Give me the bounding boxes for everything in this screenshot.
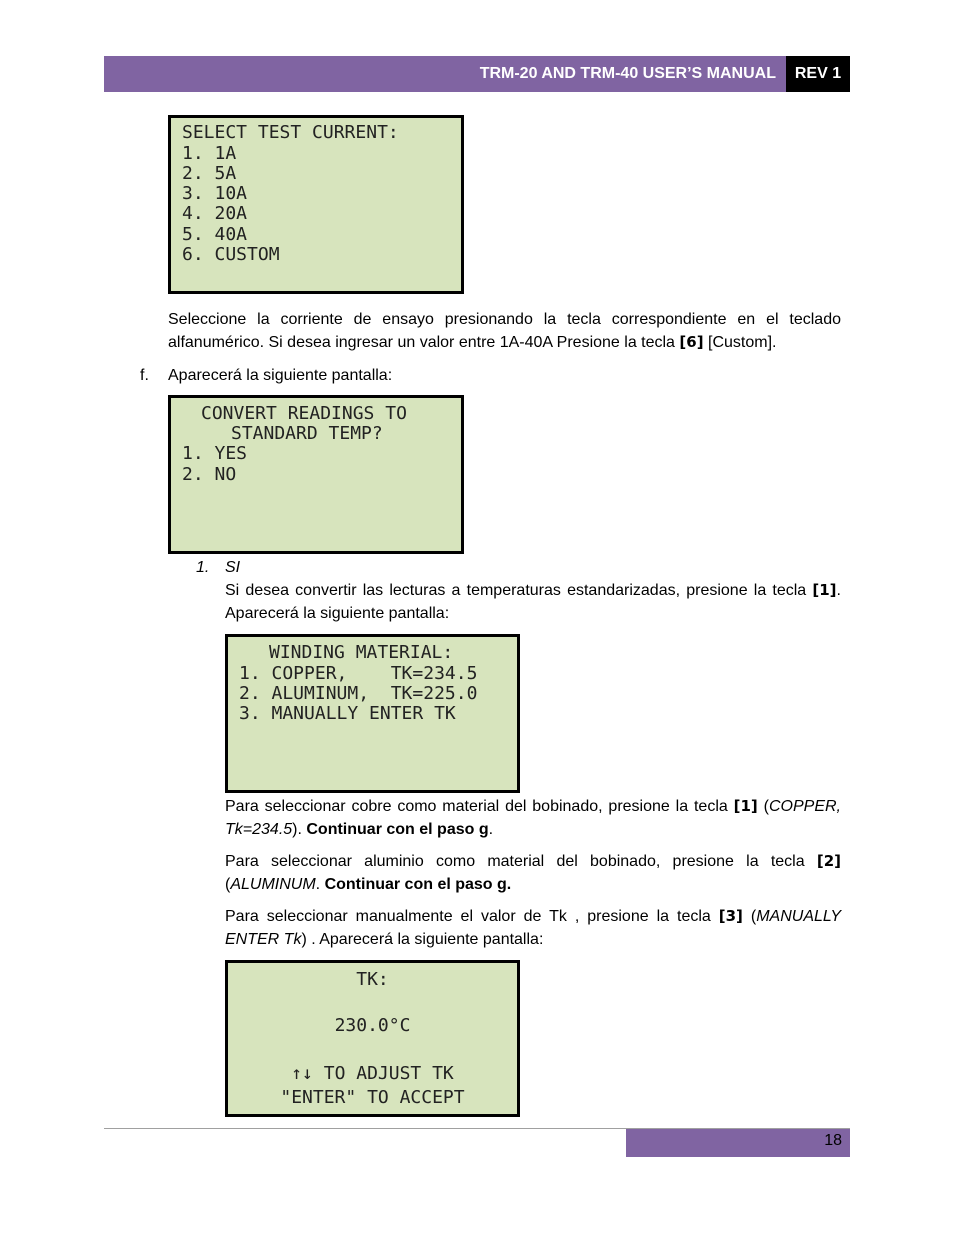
lcd-line: "ENTER" TO ACCEPT (280, 1087, 465, 1108)
key-1: [1] (733, 797, 758, 815)
lcd-tk-adjust (225, 960, 520, 1117)
lcd-line: 2. NO (182, 464, 237, 485)
lcd-line: 1. 1A (182, 143, 237, 164)
page-number: 18 (824, 1132, 842, 1149)
revision-badge: REV 1 (786, 56, 850, 92)
option-1-label: 1. (196, 559, 210, 576)
copper-paragraph: Para seleccionar cobre como material del bobinado, presione la tecla [1] (COPPER, Tk=234.5). Continuar con el paso g. (225, 797, 841, 838)
lcd-line: 3. 10A (182, 183, 248, 204)
header-bar (104, 56, 786, 92)
manual-title: TRM-20 AND TRM-40 USER’S MANUAL (479, 65, 776, 82)
select-current-paragraph: Seleccione la corriente de ensayo presionando la tecla correspondiente en el teclado alfanumérico. Si desea ingresar un valor entre 1A-40A Presione la tecla [6] [Custom]. (168, 311, 841, 351)
key-6: [6] (679, 333, 704, 351)
lcd-line: 4. 20A (182, 203, 248, 224)
key-1: [1] (812, 581, 837, 599)
key-2: [2] (816, 852, 841, 870)
lcd-line: 1. YES (182, 443, 248, 464)
lcd-line: STANDARD TEMP? (231, 423, 383, 444)
lcd-line: 5. 40A (182, 224, 248, 245)
lcd-line: WINDING MATERIAL: (269, 642, 454, 663)
lcd-line: 2. 5A (182, 163, 237, 184)
lcd-line: SELECT TEST CURRENT: (182, 122, 399, 143)
manual-tk-paragraph: Para seleccionar manualmente el valor de Tk , presione la tecla [3] (MANUALLY ENTER Tk) . Aparecerá la siguiente pantalla: (225, 907, 841, 948)
lcd-select-test-current (168, 115, 464, 294)
key-3: [3] (718, 907, 743, 925)
lcd-line: 3. MANUALLY ENTER TK (239, 703, 456, 724)
lcd-line: 230.0°C (334, 1015, 411, 1036)
lcd-convert-readings (168, 395, 464, 554)
lcd-line: 1. COPPER, TK=234.5 (239, 663, 478, 684)
option-1-title: SI (225, 559, 241, 576)
lcd-line: CONVERT READINGS TO (201, 403, 407, 424)
lcd-line: 2. ALUMINUM, TK=225.0 (239, 683, 478, 704)
step-f-label: f. (140, 367, 149, 384)
lcd-line: ↑↓ TO ADJUST TK (291, 1063, 454, 1084)
step-f-text: Aparecerá la siguiente pantalla: (168, 367, 393, 384)
lcd-line: TK: (356, 969, 389, 990)
option-1-paragraph: Si desea convertir las lecturas a temperaturas estandarizadas, presione la tecla [1]. Aparecerá la siguiente pantalla: (225, 581, 841, 622)
lcd-winding-material (225, 634, 520, 793)
lcd-line: 6. CUSTOM (182, 244, 280, 265)
footer-bar (626, 1129, 850, 1157)
aluminum-paragraph: Para seleccionar aluminio como material del bobinado, presione la tecla [2] (ALUMINUM. Continuar con el paso g. (225, 852, 841, 893)
